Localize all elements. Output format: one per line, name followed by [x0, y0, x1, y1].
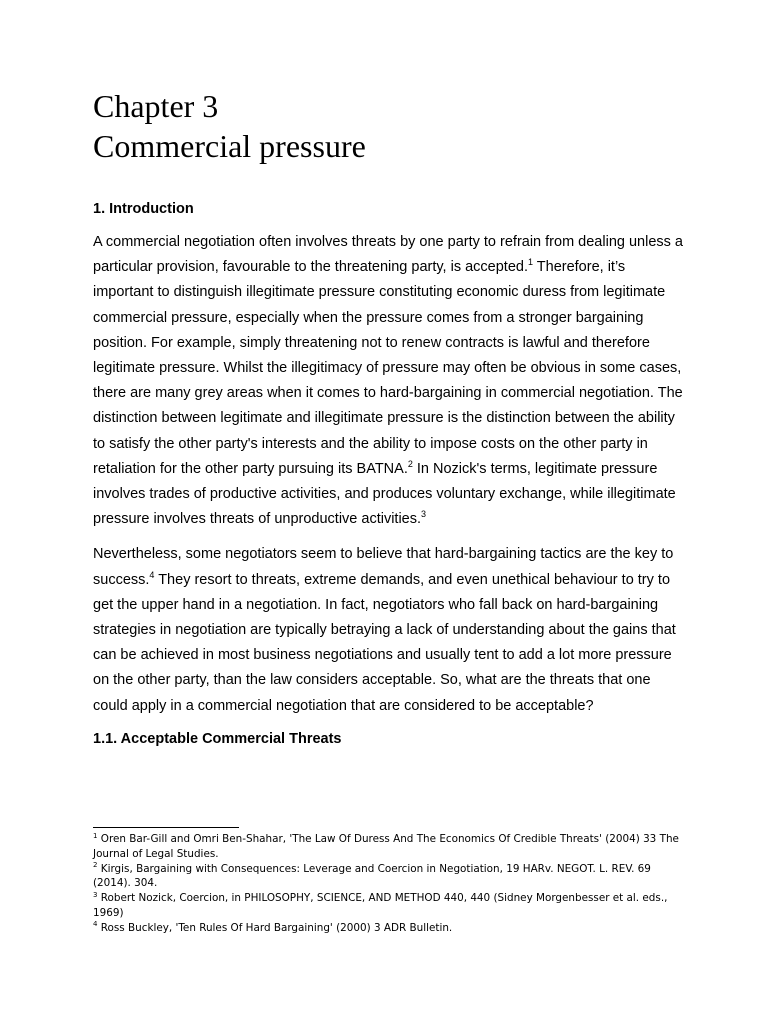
footnote-3 — [93, 891, 683, 921]
paragraph-introduction — [93, 230, 683, 532]
footnote-number: 4 — [93, 920, 98, 929]
document-page — [93, 86, 683, 749]
footnote-text: Ross Buckley, 'Ten Rules Of Hard Bargaining' (2000) 3 ADR Bulletin. — [97, 921, 453, 934]
paragraph-hard-bargaining — [93, 542, 683, 718]
footnote-number: 2 — [93, 861, 98, 870]
footnote-ref-3[interactable]: 3 — [421, 509, 427, 520]
footnotes — [93, 832, 683, 936]
section-heading-introduction: 1. Introduction — [93, 201, 194, 217]
paragraph-text: In Nozick's terms, legitimate pressure involves trades of productive activities, and produces voluntary exchange, while illegitimate pressure involves threats of unproductive activities. — [93, 460, 676, 528]
paragraph-text: Nevertheless, some negotiators seem to believe that hard-bargaining tactics are the key to success. — [93, 546, 674, 588]
footnote-text: Kirgis, Bargaining with Consequences: Leverage and Coercion in Negotiation, 19 HARv. NEGOT. L. REV. 69 (2014). 304. — [93, 862, 651, 890]
paragraph-text: A commercial negotiation often involves threats by one party to refrain from dealing unless a particular provision, favourable to the threatening party, is accepted. — [93, 234, 683, 276]
footnote-1 — [93, 832, 683, 862]
footnote-number: 1 — [93, 831, 98, 840]
section-heading-acceptable-threats: 1.1. Acceptable Commercial Threats — [93, 730, 342, 747]
chapter-title — [93, 86, 683, 166]
footnote-text: Oren Bar-Gill and Omri Ben-Shahar, 'The Law Of Duress And The Economics Of Credible Threats' (2004) 33 The Journal of Legal Studies. — [93, 833, 679, 860]
footnote-ref-1[interactable]: 1 — [527, 257, 533, 268]
paragraph-text: They resort to threats, extreme demands, and even unethical behaviour to try to get the upper hand in a negotiation. In fact, negotiators who fall back on hard-bargaining strategies in negotiation are typically betraying a lack of understanding about the gains that can be achieved in most business negotiations and usually tent to add a lot more pressure on the other party, than the law considers acceptable. So, what are the threats that one could apply in a commercial negotiation that are considered to be acceptable? — [93, 571, 676, 714]
footnote-2 — [93, 862, 683, 892]
footnote-ref-4[interactable]: 4 — [149, 569, 155, 580]
chapter-name: Commercial pressure — [93, 128, 366, 164]
footnote-text: Robert Nozick, Coercion, in PHILOSOPHY, SCIENCE, AND METHOD 440, 440 (Sidney Morgenbesser et al. eds., 1969) — [93, 892, 668, 919]
paragraph-text: Therefore, it’s important to distinguish illegitimate pressure constituting economic duress from legitimate commercial pressure, especially when the pressure comes from a stronger bargaining position. For example, simply threatening not to renew contracts is lawful and therefore legitimate pressure. Whilst the illegitimacy of pressure may often be obvious in some cases, there are many grey areas when it comes to hard-bargaining in commercial negotiation. The distinction between legitimate and illegitimate pressure is the distinction between the ability to satisfy the other party's interests and the ability to impose costs on the other party in retaliation for the other party pursuing its BATNA. — [93, 259, 683, 477]
chapter-number: Chapter 3 — [93, 88, 219, 124]
footnote-separator — [93, 827, 239, 828]
footnote-ref-2[interactable]: 2 — [407, 459, 413, 469]
footnote-number: 3 — [93, 890, 98, 899]
footnote-4 — [93, 921, 683, 936]
